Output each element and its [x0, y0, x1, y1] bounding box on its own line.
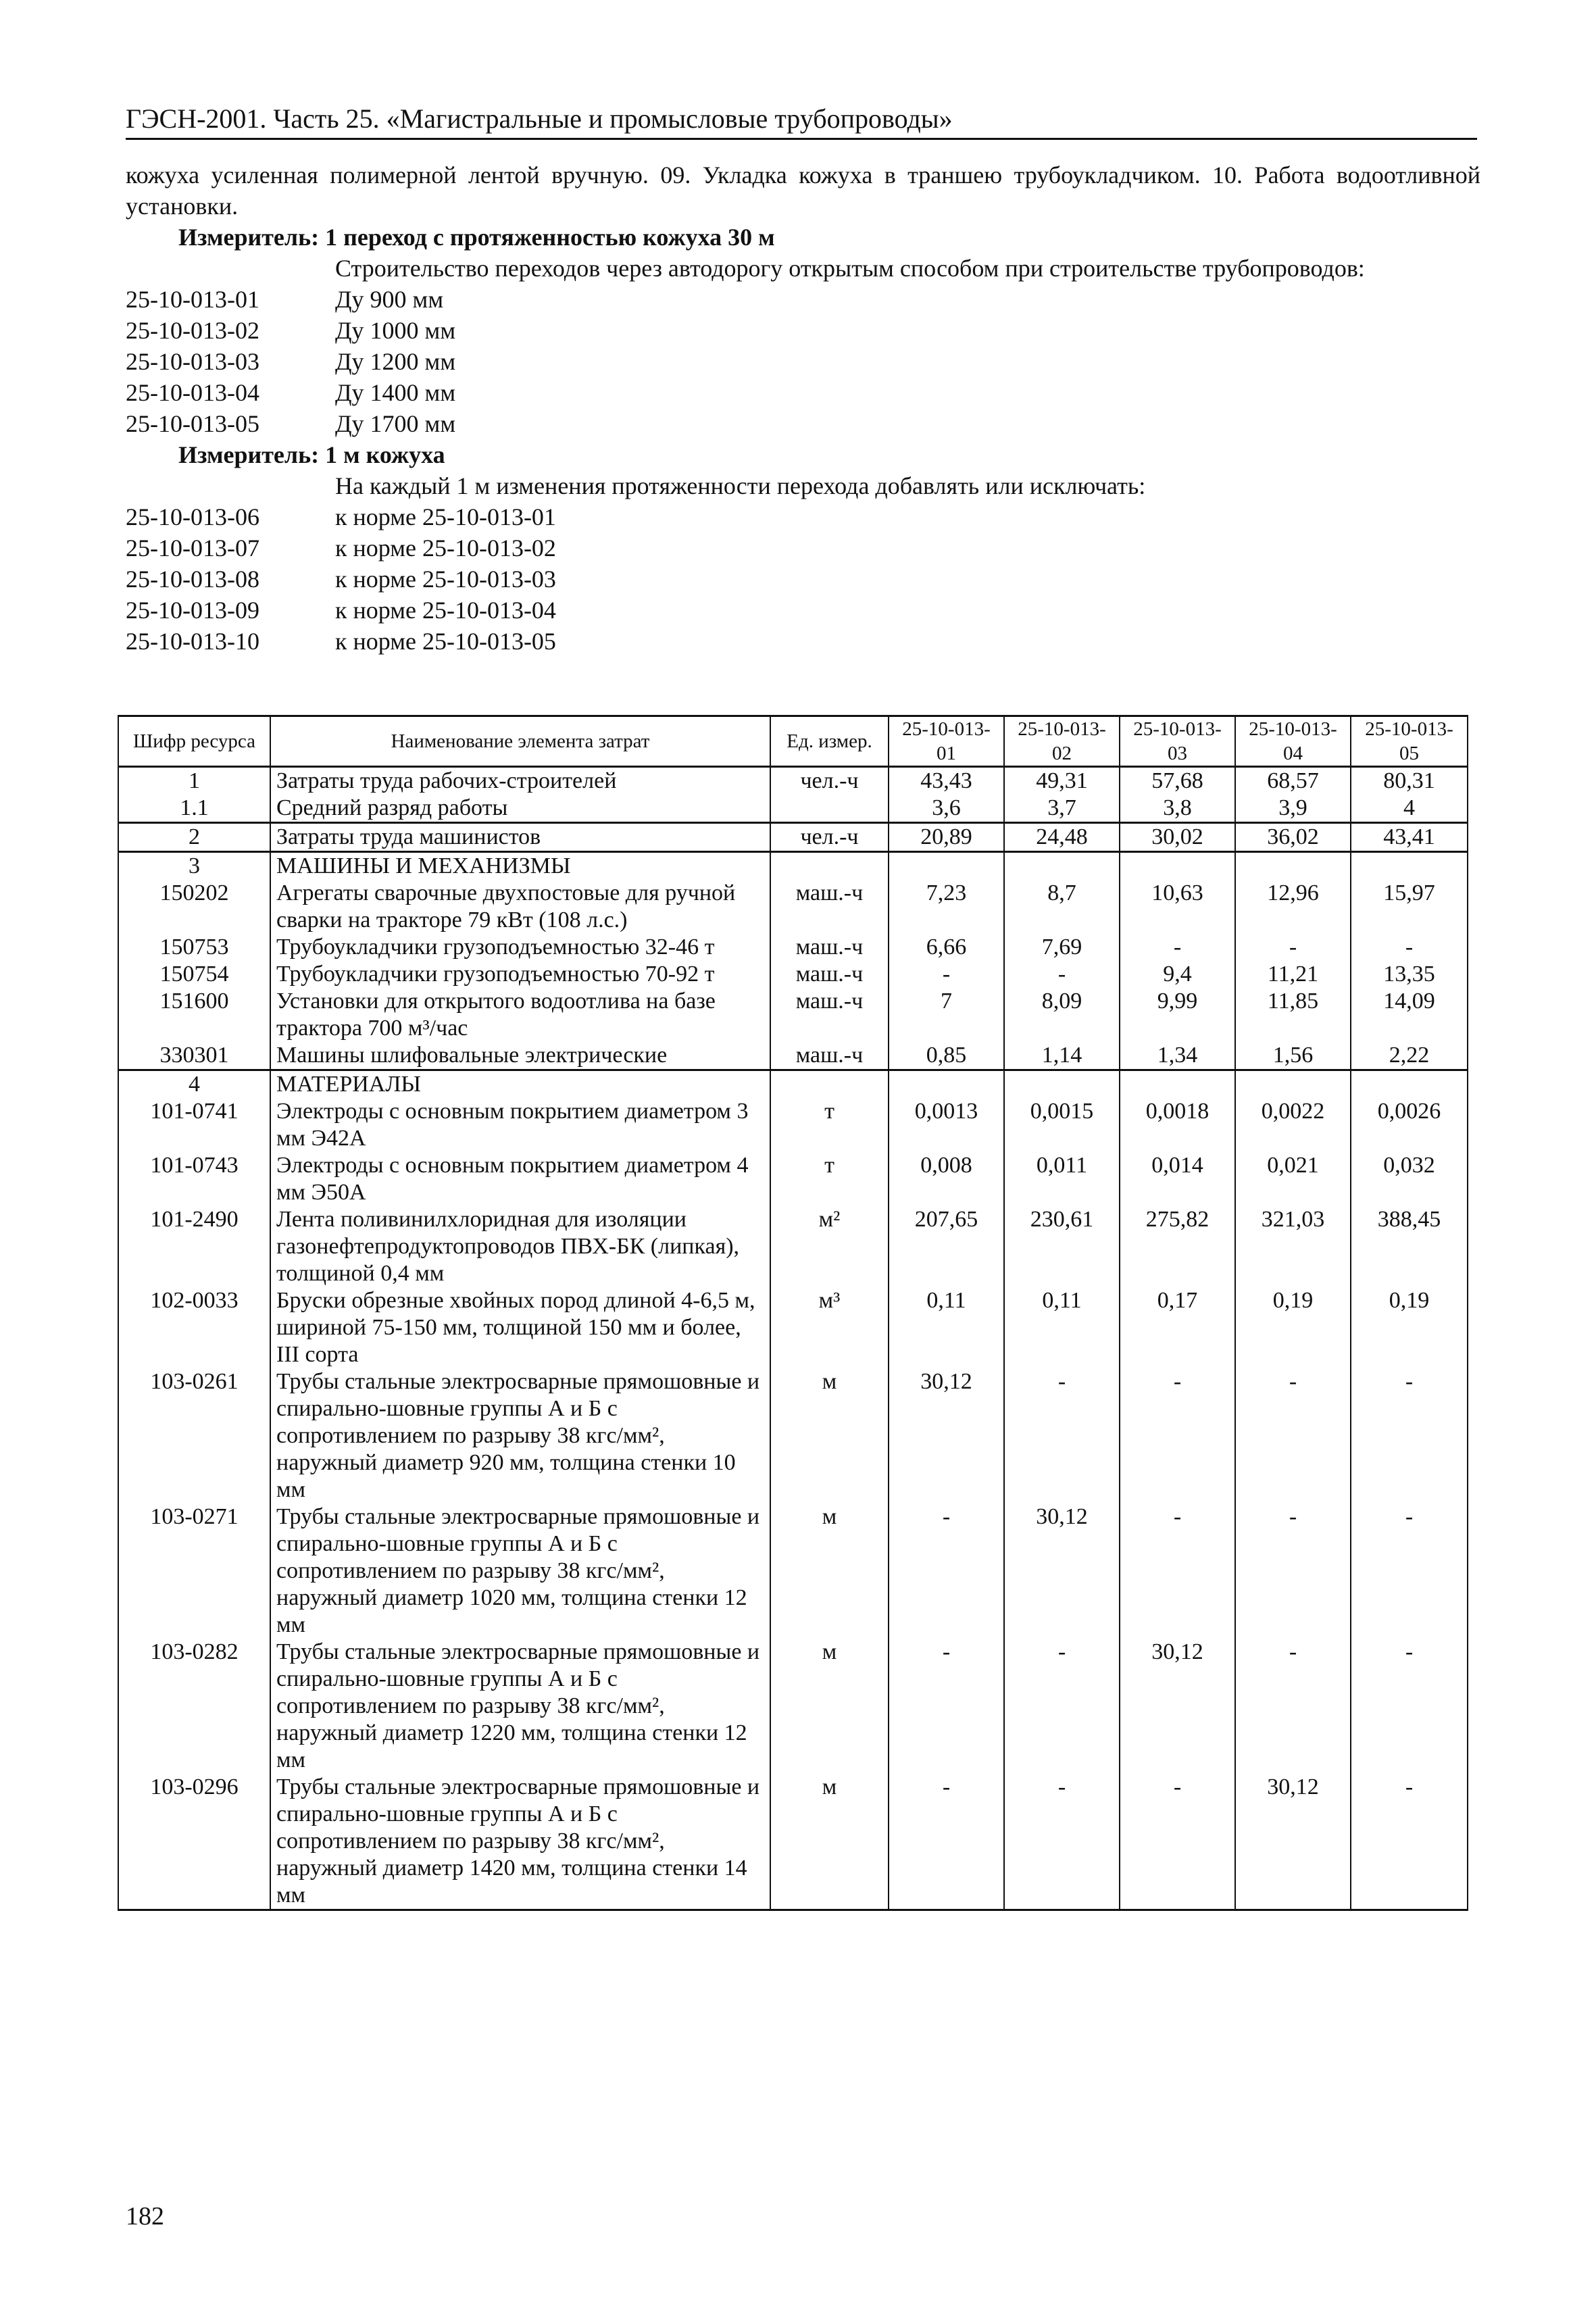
resource-value: 0,021: [1235, 1152, 1351, 1206]
resource-code: 101-0741: [118, 1098, 270, 1152]
resource-value: [1351, 1070, 1468, 1099]
norm-code: 25-10-013-01: [126, 286, 259, 313]
norm-item: [126, 532, 1480, 564]
resource-value: 30,12: [1235, 1774, 1351, 1910]
resource-unit: м³: [770, 1287, 889, 1368]
norm-item: [126, 595, 1480, 626]
resource-value: -: [1235, 1368, 1351, 1503]
description-1: Строительство переходов через автодорогу открытым способом при строительстве трубопроводов:: [335, 255, 1365, 282]
resource-name: Средний разряд работы: [270, 795, 770, 823]
resource-value: 80,31: [1351, 767, 1468, 795]
resource-value: 2,22: [1351, 1042, 1468, 1070]
resource-code: 103-0282: [118, 1639, 270, 1774]
header-col-1: 25-10-013-01: [889, 716, 1004, 767]
norm-code: 25-10-013-04: [126, 379, 259, 406]
resource-code: 2: [118, 823, 270, 852]
resource-value: [1004, 1070, 1120, 1099]
resource-value: 0,014: [1120, 1152, 1235, 1206]
header-unit: Ед. измер.: [770, 716, 889, 767]
resource-value: [1235, 1070, 1351, 1099]
resource-value: 7: [889, 988, 1004, 1042]
norm-item: [126, 501, 1480, 532]
table-header-row: [118, 716, 1468, 767]
resource-unit: маш.-ч: [770, 961, 889, 988]
resource-value: 0,032: [1351, 1152, 1468, 1206]
resource-value: 0,0013: [889, 1098, 1004, 1152]
resource-unit: м: [770, 1639, 889, 1774]
resource-name: Машины шлифовальные электрические: [270, 1042, 770, 1070]
table-row: [118, 1368, 1468, 1503]
table-row: [118, 1098, 1468, 1152]
table-row: [118, 880, 1468, 934]
norm-item: [126, 284, 1480, 315]
resource-unit: [770, 852, 889, 880]
resource-value: -: [1120, 1774, 1235, 1910]
resource-unit: маш.-ч: [770, 1042, 889, 1070]
resource-value: 0,0022: [1235, 1098, 1351, 1152]
resource-value: 36,02: [1235, 823, 1351, 852]
resource-value: -: [1120, 1503, 1235, 1639]
table-row: [118, 1774, 1468, 1910]
resource-name: Трубы стальные электросварные прямошовные и спирально-шовные группы А и Б с сопротивлением по разрыву 38 кгс/мм², наружный диаметр 1220 мм, толщина стенки 12 мм: [270, 1639, 770, 1774]
resource-value: 11,85: [1235, 988, 1351, 1042]
resource-value: [1004, 852, 1120, 880]
resource-unit: м: [770, 1368, 889, 1503]
resource-name: Трубы стальные электросварные прямошовные и спирально-шовные группы А и Б с сопротивлением по разрыву 38 кгс/мм², наружный диаметр 1420 мм, толщина стенки 14 мм: [270, 1774, 770, 1910]
resource-value: 3,7: [1004, 795, 1120, 823]
resource-unit: маш.-ч: [770, 880, 889, 934]
resource-value: -: [1004, 1639, 1120, 1774]
resource-value: -: [889, 1774, 1004, 1910]
resource-value: 11,21: [1235, 961, 1351, 988]
norm-code: 25-10-013-05: [126, 410, 259, 437]
resource-value: -: [1351, 934, 1468, 961]
resource-unit: маш.-ч: [770, 934, 889, 961]
norm-text: к норме 25-10-013-03: [335, 566, 556, 593]
resource-value: -: [889, 961, 1004, 988]
intro-text: кожуха усиленная полимерной лентой вручную. 09. Укладка кожуха в траншею трубоукладчиком. 10. Работа водоотливной установки.: [126, 161, 1480, 220]
resource-name: Затраты труда рабочих-строителей: [270, 767, 770, 795]
resource-unit: т: [770, 1152, 889, 1206]
resource-value: 0,85: [889, 1042, 1004, 1070]
resource-value: -: [1004, 1368, 1120, 1503]
norm-code: 25-10-013-06: [126, 503, 259, 530]
resource-value: 10,63: [1120, 880, 1235, 934]
resource-value: 7,69: [1004, 934, 1120, 961]
resource-name: Трубы стальные электросварные прямошовные и спирально-шовные группы А и Б с сопротивлением по разрыву 38 кгс/мм², наружный диаметр 920 мм, толщина стенки 10 мм: [270, 1368, 770, 1503]
resource-value: 0,0018: [1120, 1098, 1235, 1152]
resource-value: 30,12: [1004, 1503, 1120, 1639]
resource-value: 20,89: [889, 823, 1004, 852]
resource-value: 49,31: [1004, 767, 1120, 795]
page-number: 182: [126, 2202, 164, 2231]
norm-item: [126, 377, 1480, 408]
resource-value: 4: [1351, 795, 1468, 823]
header-name: Наименование элемента затрат: [270, 716, 770, 767]
header-code: Шифр ресурса: [118, 716, 270, 767]
resource-value: [1235, 852, 1351, 880]
resource-value: 0,19: [1235, 1287, 1351, 1368]
table-row: [118, 1639, 1468, 1774]
norm-text: Ду 1200 мм: [335, 348, 456, 375]
resource-value: -: [1235, 1503, 1351, 1639]
intro-block: [126, 159, 1480, 657]
resource-code: 3: [118, 852, 270, 880]
table-row: [118, 961, 1468, 988]
resource-value: -: [1120, 934, 1235, 961]
resource-value: -: [1351, 1503, 1468, 1639]
resource-name: Трубоукладчики грузоподъемностью 70-92 т: [270, 961, 770, 988]
resource-unit: чел.-ч: [770, 767, 889, 795]
resource-value: -: [1004, 1774, 1120, 1910]
table-row: [118, 934, 1468, 961]
resource-name: МАШИНЫ И МЕХАНИЗМЫ: [270, 852, 770, 880]
resource-unit: [770, 1070, 889, 1099]
measure-unit-2: Измеритель: 1 м кожуха: [178, 441, 445, 468]
norm-text: Ду 1400 мм: [335, 379, 456, 406]
resource-value: -: [1004, 961, 1120, 988]
resource-value: 8,7: [1004, 880, 1120, 934]
resource-value: -: [1235, 934, 1351, 961]
resource-name: Электроды с основным покрытием диаметром 4 мм Э50А: [270, 1152, 770, 1206]
table-body: [118, 767, 1468, 1910]
resource-value: 0,17: [1120, 1287, 1235, 1368]
table-row: [118, 1287, 1468, 1368]
resource-name: Трубоукладчики грузоподъемностью 32-46 т: [270, 934, 770, 961]
resource-name: Установки для открытого водоотлива на базе трактора 700 м³/час: [270, 988, 770, 1042]
resource-value: 0,0015: [1004, 1098, 1120, 1152]
resource-unit: м²: [770, 1206, 889, 1287]
resource-value: 8,09: [1004, 988, 1120, 1042]
norm-code: 25-10-013-09: [126, 597, 259, 624]
resource-value: [1120, 1070, 1235, 1099]
resource-name: Бруски обрезные хвойных пород длиной 4-6,5 м, шириной 75-150 мм, толщиной 150 мм и более, III сорта: [270, 1287, 770, 1368]
resource-value: 0,19: [1351, 1287, 1468, 1368]
resource-value: 207,65: [889, 1206, 1004, 1287]
resource-code: 1.1: [118, 795, 270, 823]
resource-value: -: [889, 1503, 1004, 1639]
running-header: ГЭСН-2001. Часть 25. «Магистральные и промысловые трубопроводы»: [126, 103, 1477, 140]
table-row: [118, 1206, 1468, 1287]
norm-item: [126, 564, 1480, 595]
resource-value: 1,34: [1120, 1042, 1235, 1070]
resource-value: [889, 1070, 1004, 1099]
resource-code: 151600: [118, 988, 270, 1042]
table-row: [118, 823, 1468, 852]
norm-item: [126, 626, 1480, 657]
resource-code: 101-0743: [118, 1152, 270, 1206]
norm-item: [126, 315, 1480, 346]
resource-code: 150753: [118, 934, 270, 961]
norm-code: 25-10-013-03: [126, 348, 259, 375]
norm-text: Ду 900 мм: [335, 286, 444, 313]
resource-name: МАТЕРИАЛЫ: [270, 1070, 770, 1099]
resource-value: -: [1120, 1368, 1235, 1503]
norm-text: к норме 25-10-013-04: [335, 597, 556, 624]
resource-code: 4: [118, 1070, 270, 1099]
norm-item: [126, 408, 1480, 439]
norm-text: к норме 25-10-013-01: [335, 503, 556, 530]
resource-value: 230,61: [1004, 1206, 1120, 1287]
resource-value: 30,02: [1120, 823, 1235, 852]
resource-value: 13,35: [1351, 961, 1468, 988]
resource-code: 103-0296: [118, 1774, 270, 1910]
resource-unit: м: [770, 1774, 889, 1910]
resource-value: 3,9: [1235, 795, 1351, 823]
table-row: [118, 1070, 1468, 1099]
table-row: [118, 1503, 1468, 1639]
resource-value: -: [889, 1639, 1004, 1774]
resource-value: 275,82: [1120, 1206, 1235, 1287]
resource-code: 330301: [118, 1042, 270, 1070]
resource-value: 7,23: [889, 880, 1004, 934]
resource-code: 1: [118, 767, 270, 795]
resource-value: 9,99: [1120, 988, 1235, 1042]
resource-value: 0,0026: [1351, 1098, 1468, 1152]
resource-value: 388,45: [1351, 1206, 1468, 1287]
resource-value: 3,6: [889, 795, 1004, 823]
resource-value: 1,56: [1235, 1042, 1351, 1070]
table-row: [118, 1042, 1468, 1070]
resource-code: 150754: [118, 961, 270, 988]
description-2: На каждый 1 м изменения протяженности перехода добавлять или исключать:: [335, 472, 1146, 499]
resource-code: 102-0033: [118, 1287, 270, 1368]
resource-name: Трубы стальные электросварные прямошовные и спирально-шовные группы А и Б с сопротивлением по разрыву 38 кгс/мм², наружный диаметр 1020 мм, толщина стенки 12 мм: [270, 1503, 770, 1639]
resource-value: -: [1351, 1639, 1468, 1774]
resource-name: Электроды с основным покрытием диаметром 3 мм Э42А: [270, 1098, 770, 1152]
resource-unit: маш.-ч: [770, 988, 889, 1042]
resource-value: 9,4: [1120, 961, 1235, 988]
resource-value: 321,03: [1235, 1206, 1351, 1287]
resource-name: Затраты труда машинистов: [270, 823, 770, 852]
table-row: [118, 1152, 1468, 1206]
measure-unit-1: Измеритель: 1 переход с протяженностью кожуха 30 м: [178, 224, 775, 251]
header-col-3: 25-10-013-03: [1120, 716, 1235, 767]
resource-value: 0,11: [1004, 1287, 1120, 1368]
resource-unit: т: [770, 1098, 889, 1152]
resource-value: 43,41: [1351, 823, 1468, 852]
resource-value: 0,011: [1004, 1152, 1120, 1206]
resource-table: [118, 715, 1468, 1911]
resource-value: 14,09: [1351, 988, 1468, 1042]
norm-text: к норме 25-10-013-05: [335, 628, 556, 655]
norm-text: к норме 25-10-013-02: [335, 534, 556, 562]
norm-item: [126, 346, 1480, 377]
resource-code: 103-0271: [118, 1503, 270, 1639]
resource-value: 30,12: [1120, 1639, 1235, 1774]
resource-code: 103-0261: [118, 1368, 270, 1503]
resource-value: 57,68: [1120, 767, 1235, 795]
norm-code: 25-10-013-10: [126, 628, 259, 655]
resource-value: 0,11: [889, 1287, 1004, 1368]
header-col-4: 25-10-013-04: [1235, 716, 1351, 767]
resource-value: 68,57: [1235, 767, 1351, 795]
norm-text: Ду 1000 мм: [335, 317, 456, 344]
resource-unit: чел.-ч: [770, 823, 889, 852]
resource-value: -: [1351, 1774, 1468, 1910]
norm-list-2: [126, 501, 1480, 657]
norm-code: 25-10-013-07: [126, 534, 259, 562]
resource-unit: [770, 795, 889, 823]
resource-code: 150202: [118, 880, 270, 934]
norm-list-1: [126, 284, 1480, 439]
resource-name: Лента поливинилхлоридная для изоляции газонефтепродуктопроводов ПВХ-БК (липкая), толщиной 0,4 мм: [270, 1206, 770, 1287]
table-row: [118, 852, 1468, 880]
resource-value: 12,96: [1235, 880, 1351, 934]
resource-value: 24,48: [1004, 823, 1120, 852]
norm-code: 25-10-013-08: [126, 566, 259, 593]
resource-value: [1351, 852, 1468, 880]
resource-value: -: [1235, 1639, 1351, 1774]
resource-value: 30,12: [889, 1368, 1004, 1503]
resource-value: [889, 852, 1004, 880]
resource-value: 6,66: [889, 934, 1004, 961]
resource-value: -: [1351, 1368, 1468, 1503]
resource-name: Агрегаты сварочные двухпостовые для ручной сварки на тракторе 79 кВт (108 л.с.): [270, 880, 770, 934]
resource-value: [1120, 852, 1235, 880]
resource-value: 0,008: [889, 1152, 1004, 1206]
resource-value: 15,97: [1351, 880, 1468, 934]
table-row: [118, 767, 1468, 795]
norm-code: 25-10-013-02: [126, 317, 259, 344]
table-row: [118, 988, 1468, 1042]
resource-value: 43,43: [889, 767, 1004, 795]
resource-unit: м: [770, 1503, 889, 1639]
header-col-5: 25-10-013-05: [1351, 716, 1468, 767]
header-col-2: 25-10-013-02: [1004, 716, 1120, 767]
resource-value: 1,14: [1004, 1042, 1120, 1070]
resource-code: 101-2490: [118, 1206, 270, 1287]
norm-text: Ду 1700 мм: [335, 410, 456, 437]
table-row: [118, 795, 1468, 823]
resource-value: 3,8: [1120, 795, 1235, 823]
